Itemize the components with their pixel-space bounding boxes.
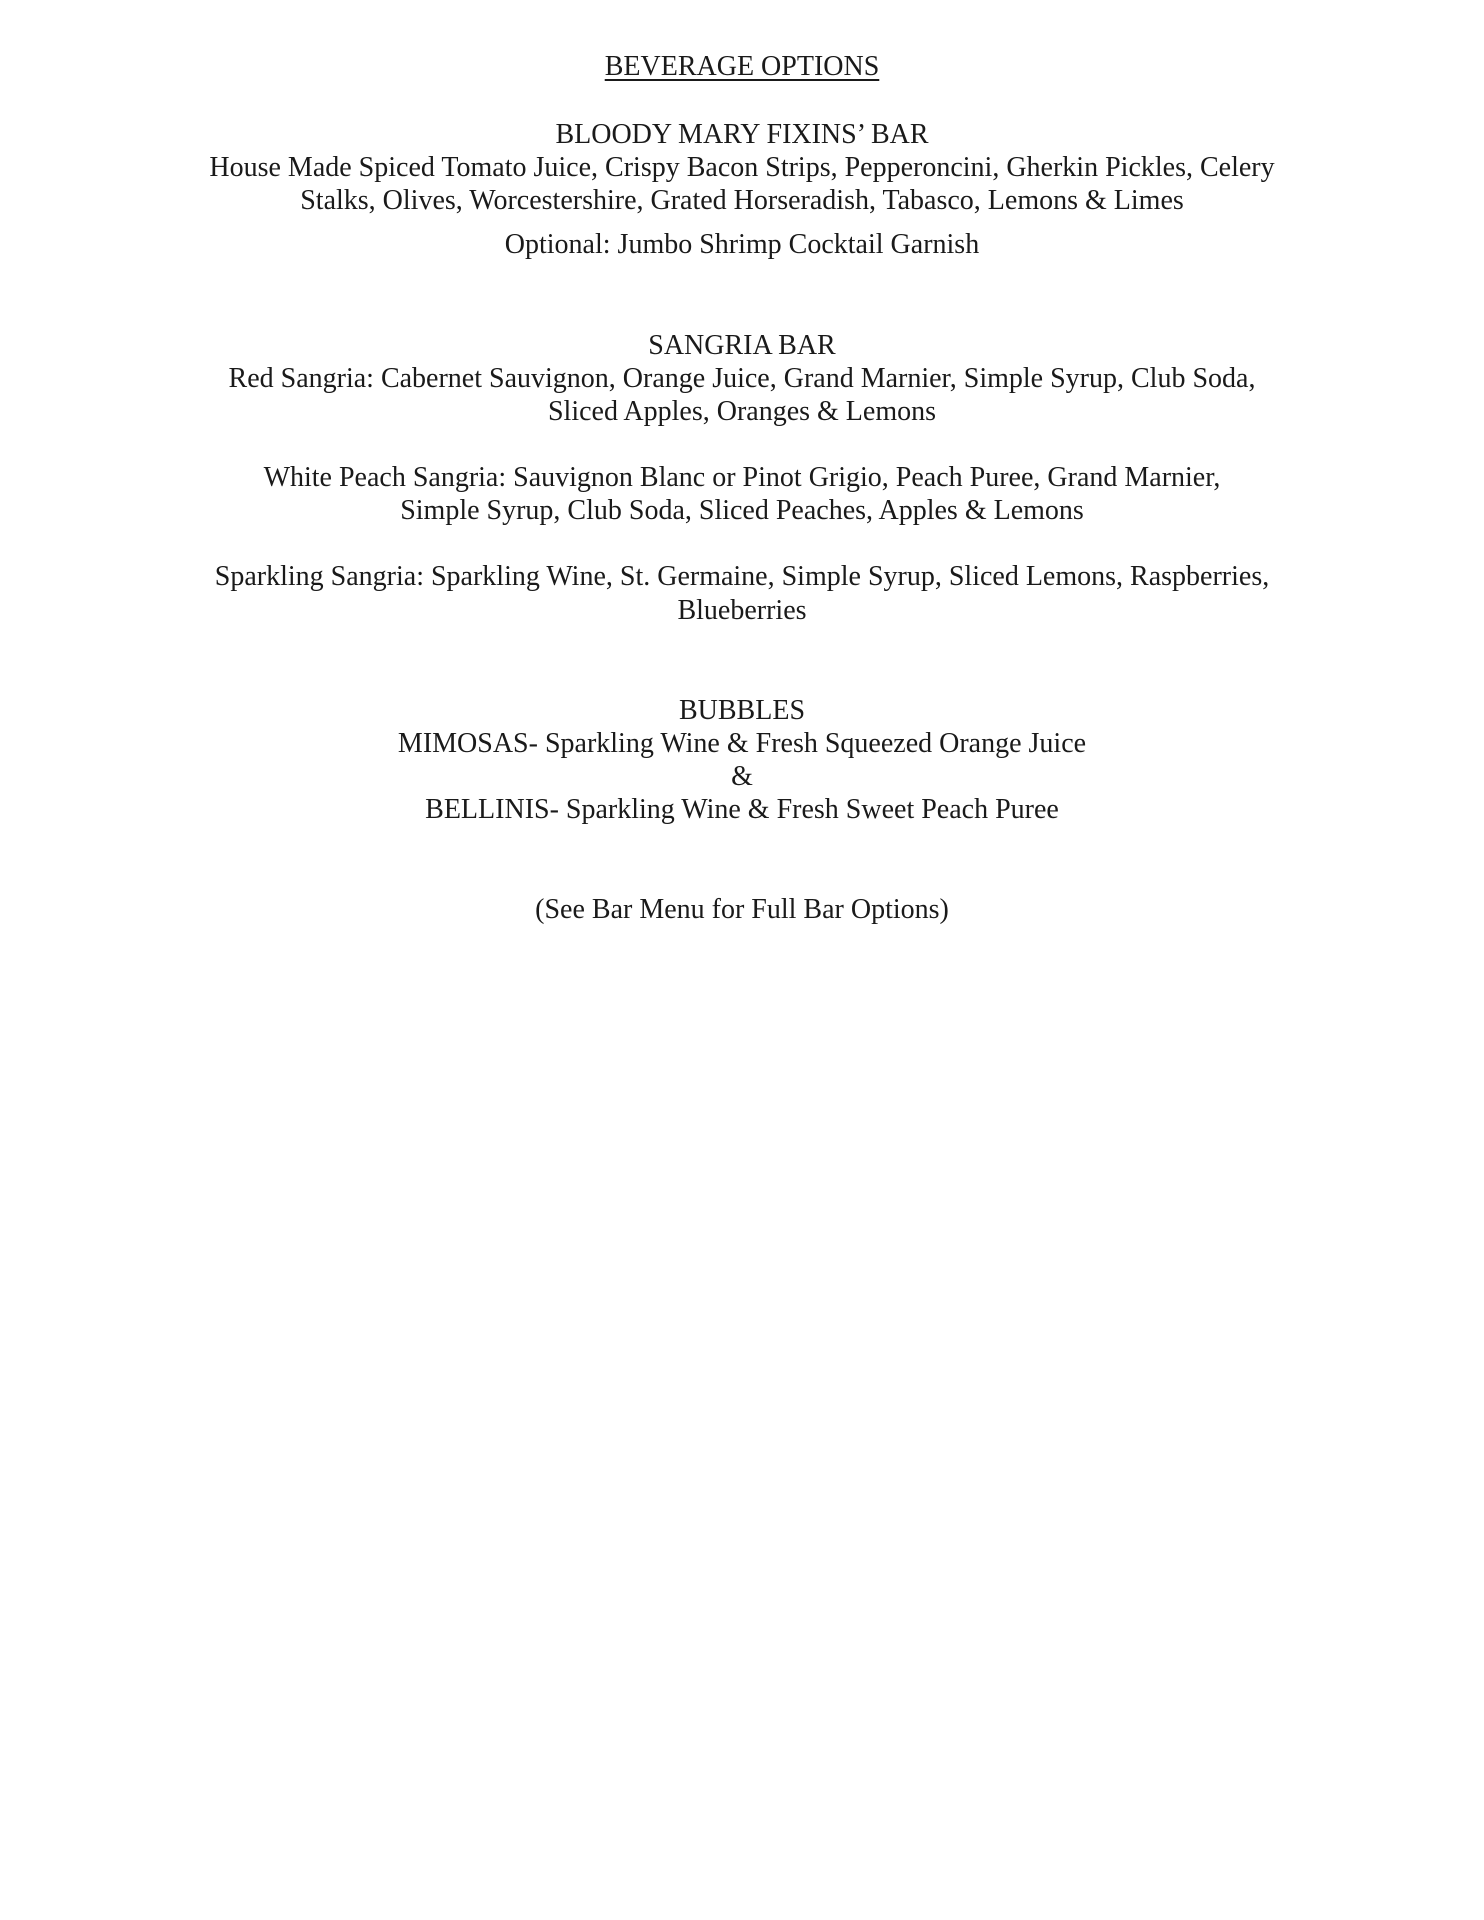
bloody-mary-line-1: House Made Spiced Tomato Juice, Crispy Bacon Strips, Pepperoncini, Gherkin Pickles, Celery bbox=[209, 152, 1275, 183]
red-sangria-line-1: Red Sangria: Cabernet Sauvignon, Orange Juice, Grand Marnier, Simple Syrup, Club Soda, bbox=[228, 363, 1256, 394]
white-peach-sangria-line-2: Simple Syrup, Club Soda, Sliced Peaches, Apples & Lemons bbox=[400, 495, 1084, 526]
bloody-mary-line-2: Stalks, Olives, Worcestershire, Grated Horseradish, Tabasco, Lemons & Limes bbox=[300, 185, 1184, 216]
sparkling-sangria-line-1: Sparkling Sangria: Sparkling Wine, St. Germaine, Simple Syrup, Sliced Lemons, Raspberries, bbox=[214, 561, 1270, 592]
footer-note: (See Bar Menu for Full Bar Options) bbox=[535, 894, 949, 925]
sangria-heading: SANGRIA BAR bbox=[648, 330, 836, 361]
bubbles-ampersand: & bbox=[731, 761, 753, 792]
bubbles-heading: BUBBLES bbox=[678, 695, 806, 726]
white-peach-sangria-line-1: White Peach Sangria: Sauvignon Blanc or Pinot Grigio, Peach Puree, Grand Marnier, bbox=[263, 462, 1221, 493]
red-sangria-line-2: Sliced Apples, Oranges & Lemons bbox=[547, 396, 937, 427]
mimosas-line: MIMOSAS- Sparkling Wine & Fresh Squeezed Orange Juice bbox=[397, 728, 1087, 759]
bloody-mary-optional: Optional: Jumbo Shrimp Cocktail Garnish bbox=[504, 229, 980, 260]
bloody-mary-heading: BLOODY MARY FIXINS’ BAR bbox=[555, 119, 929, 150]
page-title: BEVERAGE OPTIONS bbox=[604, 51, 880, 82]
sparkling-sangria-line-2: Blueberries bbox=[677, 595, 807, 626]
bellinis-line: BELLINIS- Sparkling Wine & Fresh Sweet Peach Puree bbox=[425, 794, 1059, 825]
